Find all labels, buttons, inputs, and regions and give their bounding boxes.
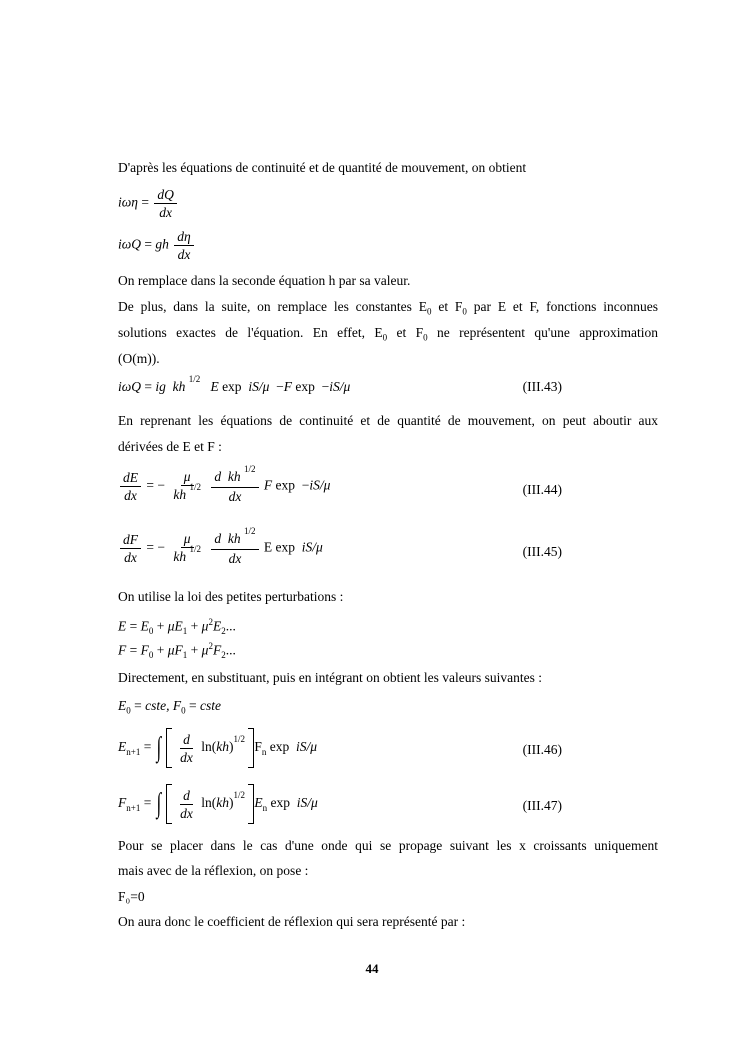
equation-iii-45: $\frac{dF}{dx}$ = − $\frac{\mu}{kh ^{1/2}}$ $\frac{d kh ^{1/2}}{dx}$ E exp iS/μ (III.45) — [118, 530, 658, 574]
equation-number-iii-43: (III.43) — [522, 379, 562, 394]
equation-number-iii-44: (III.44) — [522, 482, 562, 497]
paragraph-f0-zero: F₀=0 — [118, 889, 145, 904]
paragraph-wave-2: mais avec de la réflexion, on pose : — [118, 863, 309, 878]
equation-iii-47: $F_{n+1}$ = ∫ $\frac{d}{dx}$ ln(kh)$^{1/2}$ $E_n$ exp iS/μ (III.47) — [118, 784, 658, 832]
equation-number-iii-45: (III.45) — [522, 544, 562, 559]
paragraph-reflection: On aura donc le coefficient de réflexion qui sera représenté par : — [118, 914, 466, 929]
equation-iii-46: $E_{n+1}$ = ∫ $\frac{d}{dx}$ ln(kh)$^{1/2}$ $F_n$ exp iS/μ (III.46) — [118, 728, 658, 776]
paragraph-order: (O(m)). — [118, 351, 160, 366]
equation-continuity: iωη = $\frac{dQ}{dx}$ — [118, 186, 179, 221]
paragraph-intro: D'après les équations de continuité et de quantité de mouvement, on obtient — [118, 160, 527, 175]
paragraph-perturbations: On utilise la loi des petites perturbations : — [118, 589, 344, 604]
equation-iii-43: iωQ = ig kh $^{1/2}$ E exp iS/μ −F exp −iS/μ (III.43) — [118, 374, 562, 394]
page-number: 44 — [365, 961, 379, 976]
paragraph-direct: Directement, en substituant, puis en intégrant on obtient les valeurs suivantes : — [118, 670, 543, 685]
paragraph-replace-h: On remplace dans la seconde équation h par sa valeur. — [118, 273, 411, 288]
equation-perturbation-e: $E = E_0 + \mu E_1 + \mu^2E_2$... — [118, 617, 236, 637]
equation-constants: $E_0$ = cste, $F_0$ = cste — [118, 698, 221, 716]
paragraph-derive-2: dérivées de E et F : — [118, 439, 222, 454]
equation-perturbation-f: $F = F_0 + \mu F_1 + \mu^2F_2$... — [118, 641, 236, 661]
equation-iii-44: $\frac{dE}{dx}$ = − $\frac{\mu}{kh ^{1/2}}$ $\frac{d kh ^{1/2}}{dx}$ F exp −iS/μ (III.44) — [118, 468, 658, 512]
equation-number-iii-46: (III.46) — [522, 742, 562, 757]
equation-momentum: iωQ = gh $\frac{d\eta}{dx}$ — [118, 228, 196, 263]
paragraph-exact-solutions: solutions exactes de l'équation. En effet, $E_0$ et $F_0$ ne représentent qu'une approximation — [118, 325, 658, 343]
paragraph-derive-1: En reprenant les équations de continuité et de quantité de mouvement, on peut aboutir aux — [118, 413, 658, 428]
paragraph-replace-constants: De plus, dans la suite, on remplace les constantes $E_0$ et $F_0$ par E et F, fonctions inconnues — [118, 299, 658, 317]
equation-number-iii-47: (III.47) — [522, 798, 562, 813]
paragraph-wave-1: Pour se placer dans le cas d'une onde qui se propage suivant les x croissants uniquement — [118, 838, 658, 853]
